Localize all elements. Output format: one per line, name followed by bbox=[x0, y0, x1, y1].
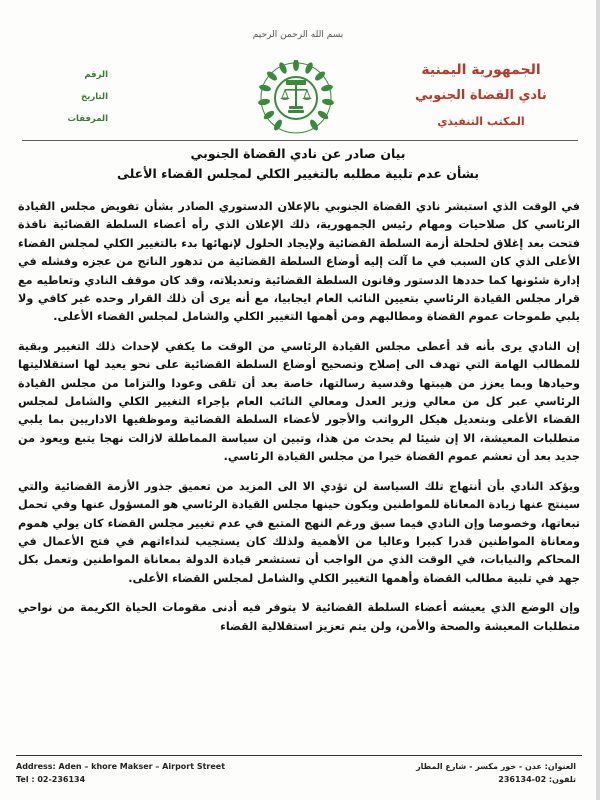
basmala: بسم الله الرحمن الرحيم bbox=[252, 30, 344, 40]
org-header bbox=[406, 62, 556, 128]
footer-address-ar: العنوان: عدن - خور مكسر - شارع المطار bbox=[416, 762, 576, 771]
body-paragraph: ويؤكد النادي بأن أنتهاج تلك السياسة لن تؤدي الا الى المزيد من تعميق جذور الأزمة القضائية والتي سينتج عنها زيادة المعاناة للمواطنين ويكون حينها مجلس القيادة الرئاسي هو المسؤول عنها وفي تحمل تبعاتها، وخصوصا وإن النادي فيما سبق ورغم النهج المتبع في عدم تغيير مجلس القضاء كان يولي هموم ومعاناة المواطنين قدرا كبيرا وعاليا من الأهمية ولذلك كان يستجيب لنداءاتهم في فتح الأعمال في المحاكم والنيابات، في الوقت الذي من الواجب أن تستشعر قيادة الدولة بمعاناة المواطنين وتعمل بكل جهد في تلبية مطالب القضاة وأهمها التغيير الكلي والشامل لمجلس القضاء الأعلى. bbox=[18, 479, 580, 585]
reference-fields bbox=[28, 70, 108, 136]
body-paragraph: وإن الوضع الذي يعيشه أعضاء السلطة القضائية لا يتوفر فيه أدنى مقومات الحياة الكريمة من نواحي متطلبات المعيشة والصحة والأمن، ولن يتم تعزيز استقلالية القضاء bbox=[18, 601, 580, 633]
body-paragraph: في الوقت الذي استبشر نادي القضاة الجنوبي بالإعلان الدستوري الصادر بشأن تفويض مجلس القيادة الرئاسي كل صلاحيات ومهام رئيس الجمهورية، ذلك الإعلان الذي رأه أعضاء السلطة القضائية نافذة فتحت بعد إغلاق لحلحلة أزمة السلطة القضائية ولإيجاد الحلول لإنهائها بدء بالتغيير الكلي لمجلس القضاء الأعلى الذي كان السبب في ما آلت إليه أوضاع السلطة القضائية من تدهور الناتج من عجزه وفشله في إدارة شئونها كما حددها الدستور وقانون السلطة القضائية وتعديلاته، وقد كان موقف النادي وتعاطيه مع قرار مجلس القيادة الرئاسي بتعيين النائب العام ايجابيا، مع أنه يرى أن ذلك القرار وحده غير كافي ولا يلبي طموحات عموم القضاة ومطالبهم ومن أهمها التغيير الكلي والشامل لمجلس القضاء الأعلى. bbox=[18, 200, 580, 324]
footer-address-en: Address: Aden – khore Makser – Airport Street bbox=[16, 762, 226, 771]
header-divider bbox=[22, 140, 578, 141]
footer-tel-ar: تلفون: 02-236134 bbox=[498, 775, 576, 784]
document-title: بيان صادر عن نادي القضاة الجنوبي bbox=[190, 146, 406, 161]
document-subtitle: بشأن عدم تلبية مطلبه بالتغيير الكلي لمجلس القضاء الأعلى bbox=[116, 166, 480, 181]
attachments-label: المرفقات bbox=[67, 114, 108, 124]
footer-divider bbox=[16, 755, 582, 756]
body-paragraph: إن النادي يرى بأنه قد أعطى مجلس القيادة الرئاسي من الوقت ما يكفي لإحداث ذلك التغيير وبقية للمطالب الهامة التي تهدف الى إصلاح وتصحيح أوضاع السلطة القضائية على نحو يعيد لها استقلاليتها وحيادها وبما يعزز من هيبتها وقدسية رسالتها، خاصة بعد أن تلقى وعودا والتزاما من مجلس القيادة الرئاسي عبر كل من معالي وزير العدل ومعالي النائب العام بإجراء التغيير الكلي والشامل لمجلس القضاء الأعلى وبتعديل هيكل الرواتب والأجور لأعضاء السلطة القضائية وموظفيها الاداريين بما يلبي متطلبات المعيشة، الا إن شيئا لم يحدث من هذا، وتبين ان سياسة المماطلة لازالت نهجا يتبع ويعود من جديد بعد أن تعشم عموم القضاة خيرا من مجلس القيادة الرئاسي. bbox=[18, 339, 580, 464]
footer-english bbox=[16, 760, 225, 786]
org-office: المكتب التنفيذي bbox=[437, 115, 525, 128]
date-label: التاريخ bbox=[81, 92, 108, 102]
document-body bbox=[18, 198, 580, 647]
reference-number-label: الرقم bbox=[84, 70, 108, 80]
org-country: الجمهورية اليمنية bbox=[421, 62, 541, 78]
footer-arabic bbox=[416, 760, 576, 786]
footer-tel-en: Tel : 02-236134 bbox=[16, 775, 86, 784]
scales-of-justice-emblem-icon bbox=[258, 60, 334, 136]
org-club-name: نادي القضاة الجنوبي bbox=[415, 88, 547, 103]
